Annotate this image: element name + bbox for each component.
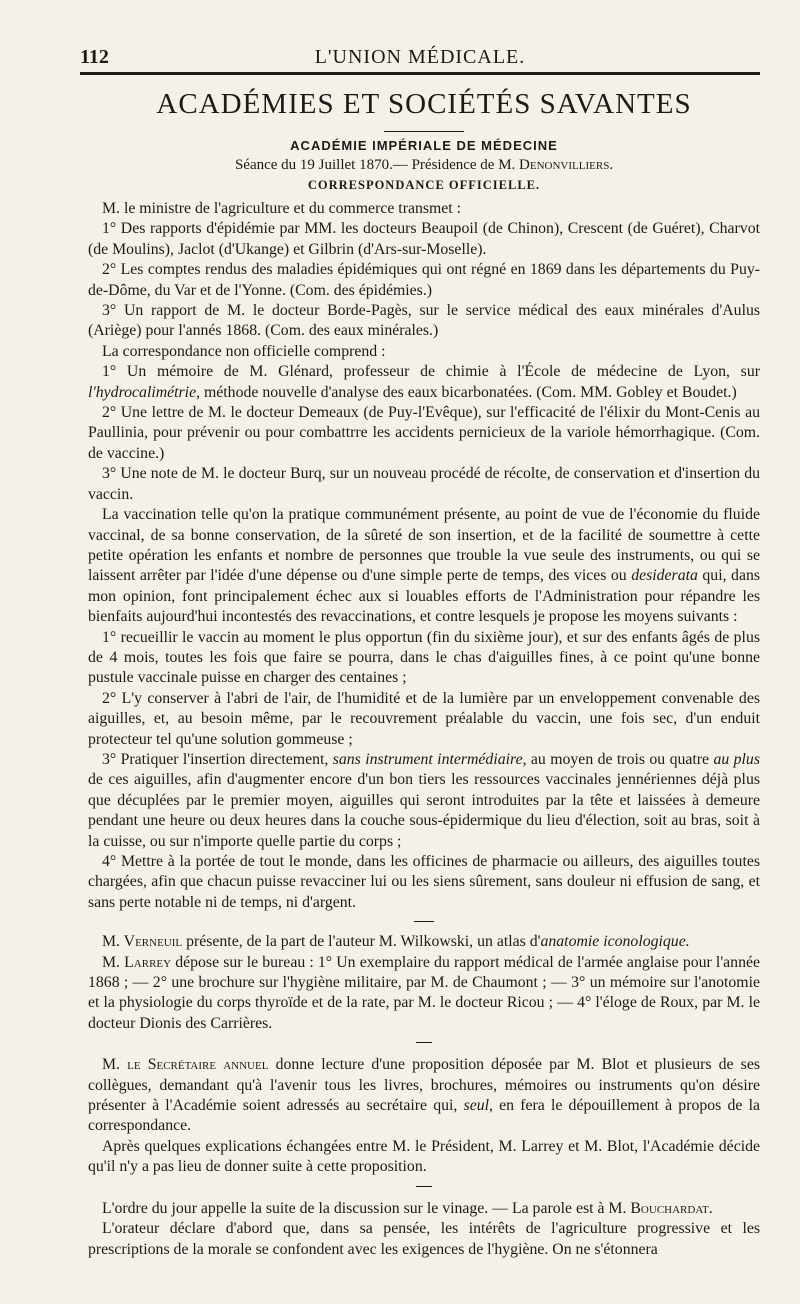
article-body	[88, 84, 760, 1260]
text-run: de ces aiguilles, afin d'augmenter encore d'un bon tiers les ressources vaccinales jennériennes déjà plus que décuplées par le premier moyen, aiguilles qui seront introduites par la tête et laissées à demeure pendant une heure ou deux heures dans la couche sous-épidermique du lieu d'élection, soit au bras, soit à la cuisse, ou sur n'importe quelle partie du corps ;	[88, 771, 760, 850]
text-run: L'ordre du jour appelle la suite de la discussion sur le vinage. — La parole est à M.	[102, 1199, 631, 1217]
italic-run: au plus	[713, 750, 760, 768]
paragraph: 2° L'y conserver à l'abri de l'air, de l'humidité et de la lumière par un enveloppement convenable des aiguilles, et, au besoin même, par le recouvrement préalable du vaccin, une fois sec, d'un enduit protecteur tel qu'une solution gommeuse ;	[88, 689, 760, 748]
italic-run: seul,	[463, 1097, 493, 1115]
paragraph: 3° Un rapport de M. le docteur Borde-Pagès, sur le service médical des eaux minérales d'Aulus (Ariège) pour l'annés 1868. (Com. des eaux minérales.)	[88, 302, 760, 340]
text-run: au moyen de trois ou quatre	[526, 750, 714, 768]
text-run: méthode nouvelle d'analyse des eaux bicarbonatées. (Com. MM. Gobley et Boudet.)	[200, 383, 737, 401]
paragraph: Après quelques explications échangées entre M. le Président, M. Larrey et M. Blot, l'Académie décide qu'il n'y a pas lieu de donner suite à cette proposition.	[88, 1137, 760, 1176]
paragraph	[88, 750, 760, 852]
separator	[416, 1042, 432, 1043]
session-text: Séance du 19 Juillet 1870.— Présidence de M.	[234, 157, 520, 173]
italic-run: anatomie iconologique.	[540, 933, 690, 951]
paragraph	[88, 362, 760, 403]
paragraph	[88, 953, 760, 1035]
text-run: présente, de la part de l'auteur M. Wilkowski, un atlas d'	[182, 933, 541, 951]
text-run: 3° Pratiquer l'insertion directement,	[102, 750, 333, 768]
text-run: en fera le dépouillement à propos de la correspondance.	[88, 1097, 760, 1135]
paragraph: 4° Mettre à la portée de tout le monde, dans les officines de pharmacie ou ailleurs, des aiguilles toutes chargées, afin que chacun puisse revacciner lui ou les siens sûrement, sans douleur ni effusion de sang, et sans perte notable ni de temps, ni d'argent.	[88, 853, 760, 911]
paragraph	[88, 1199, 760, 1219]
page-number: 112	[80, 46, 109, 68]
section-title: ACADÉMIES ET SOCIÉTÉS SAVANTES	[156, 88, 692, 120]
separator	[414, 921, 434, 922]
text-run: qui, dans mon opinion, font principalement échec aux si louables efforts de l'Administration pour répandre les bienfaits aujourd'hui incontestés des revaccinations, et contre lesquels je propose les moyens suivants :	[88, 567, 760, 626]
speaker-name: M. le Secrétaire annuel	[102, 1056, 269, 1074]
correspondence-heading: CORRESPONDANCE OFFICIELLE.	[307, 178, 541, 192]
text-run: 1° Un mémoire de M. Glénard, professeur de chimie à l'École de médecine de Lyon, sur	[102, 363, 760, 381]
paragraph: 3° Une note de M. le docteur Burq, sur un nouveau procédé de récolte, de conservation et d'insertion du vaccin.	[88, 465, 760, 503]
italic-run: sans instrument intermédiaire,	[332, 750, 527, 768]
paragraph: La correspondance non officielle comprend :	[102, 342, 386, 360]
paragraph	[88, 1055, 760, 1137]
running-header	[80, 40, 760, 74]
title-rule	[384, 131, 464, 132]
header-rule	[80, 72, 760, 75]
session-line	[88, 157, 760, 174]
text-run: donne lecture d'une proposition déposée par M. Blot et plusieurs de ses collègues, demandant qu'à l'avenir tous les livres, brochures, mémoires ou instruments qu'on désire présenter à l'Académie soient adressés au secrétaire qui,	[88, 1056, 760, 1115]
journal-title: L'UNION MÉDICALE.	[314, 46, 526, 68]
paragraph: L'orateur déclare d'abord que, dans sa pensée, les intérêts de l'agriculture progressive et les prescriptions de la morale se confondent avec les exigences de l'hygiène. On ne s'étonnera	[88, 1220, 760, 1258]
paragraph: 1° recueillir le vaccin au moment le plus opportun (fin du sixième jour), et sur des enfants âgés de plus de 4 mois, toutes les fois que faire se pourra, dans le chas d'aiguilles fines, à ce point qu'une bonne pustule vaccinale puisse en charger des centaines ;	[88, 628, 760, 687]
italic-run: desiderata	[631, 567, 698, 585]
speaker-name: M. Larrey	[102, 953, 172, 971]
text-run: dépose sur le bureau : 1° Un exemplaire du rapport médical de l'armée anglaise pour l'année 1868 ; — 2° une brochure sur l'hygiène militaire, par M. de Chaumont ; — 3° un mémoire sur l'anotomie et la physiologie du corps thyroïde et de la rate, par M. le docteur Ricou ; — 4° l'éloge de Roux, par M. le docteur Dionis des Carrières.	[88, 953, 761, 1032]
paragraph: 2° Les comptes rendus des maladies épidémiques qui ont régné en 1869 dans les départements du Puy-de-Dôme, du Var et de l'Yonne. (Com. des épidémies.)	[88, 261, 760, 299]
speaker-name: Bouchardat.	[630, 1199, 713, 1217]
paragraph: M. le ministre de l'agriculture et du commerce transmet :	[102, 200, 462, 217]
paragraph	[88, 932, 760, 952]
speaker-name: M. Verneuil	[102, 933, 183, 951]
text-run: La vaccination telle qu'on la pratique communément présente, au point de vue de l'économie du fluide vaccinal, de sa bonne conservation, de la sûreté de son insertion, et de la facilité de soumettre à cette petite opération les enfants et nombre de personnes que trouble la vue seule des instruments, ou qui se laissent arrêter par l'idée d'une dépense ou d'une simple perte de temps, des vices ou	[88, 506, 760, 585]
president-name: Denonvilliers.	[519, 157, 614, 173]
paragraph	[88, 505, 760, 627]
italic-run: l'hydrocalimétrie,	[88, 383, 201, 401]
paragraph: 2° Une lettre de M. le docteur Demeaux (de Puy-l'Evêque), sur l'efficacité de l'élixir du Mont-Cenis au Paullinia, pour prévenir ou pour combattrre les accidents pernicieux de la variole hémorrhagique. (Com. de vaccine.)	[88, 404, 760, 462]
paragraph: 1° Des rapports d'épidémie par MM. les docteurs Beaupoil (de Chinon), Crescent (de Guéret), Charvot (de Moulins), Jaclot (d'Ukange) et Gilbrin (d'Ars-sur-Moselle).	[88, 220, 760, 258]
separator	[416, 1186, 432, 1187]
academy-heading: ACADÉMIE IMPÉRIALE DE MÉDECINE	[290, 138, 558, 153]
